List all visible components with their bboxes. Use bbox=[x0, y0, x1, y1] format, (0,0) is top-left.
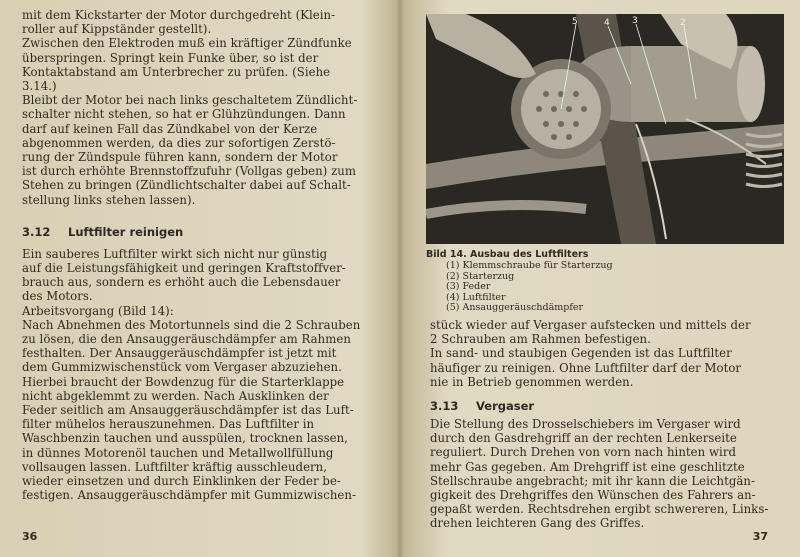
text-line: filter mühelos herauszunehmen. Das Luftfilter in bbox=[22, 417, 315, 432]
text-line: Waschbenzin tauchen und ausspülen, trocknen lassen, bbox=[22, 431, 348, 446]
legend-item: (2) Starterzug bbox=[446, 270, 515, 282]
text-line: häufiger zu reinigen. Ohne Luftfilter darf der Motor bbox=[430, 360, 742, 375]
section-number: 3.12 bbox=[22, 224, 51, 239]
text-line: festhalten. Der Ansauggeräuschdämpfer ist jetzt mit bbox=[22, 346, 337, 361]
text-line: schalter nicht stehen, so hat er Glühzündungen. Dann bbox=[22, 107, 346, 122]
right-page bbox=[400, 0, 800, 557]
text-line: festigen. Ansauggeräuschdämpfer mit Gummizwischen- bbox=[22, 488, 356, 503]
text-line: nicht abgeklemmt zu werden. Nach Ausklinken der bbox=[22, 388, 329, 403]
figure-legend bbox=[446, 261, 778, 314]
text-line: rung der Zündspule führen kann, sondern der Motor bbox=[22, 150, 338, 165]
text-line: mit dem Kickstarter der Motor durchgedreht (Klein- bbox=[22, 8, 336, 22]
section-heading-3-12 bbox=[22, 225, 370, 239]
page-number-right: 37 bbox=[752, 530, 768, 543]
text-line: drehen leichteren Gang des Griffes. bbox=[430, 516, 645, 531]
body-text bbox=[22, 247, 370, 503]
text-line: überspringen. Springt kein Funke über, so ist der bbox=[22, 50, 319, 65]
legend-item: (4) Luftfilter bbox=[446, 291, 506, 303]
text-line: Arbeitsvorgang (Bild 14): bbox=[22, 303, 174, 318]
text-line: zu lösen, die den Ansauggeräuschdämpfer am Rahmen bbox=[22, 332, 351, 347]
engine-photo-illustration bbox=[426, 14, 784, 244]
text-line: Hierbei braucht der Bowdenzug für die Starterklappe bbox=[22, 374, 345, 389]
text-line: wieder einsetzen und durch Einklinken der Feder be- bbox=[22, 474, 341, 489]
text-line: 2 Schrauben am Rahmen befestigen. bbox=[430, 332, 651, 347]
text-line: Stellschraube angebracht; mit ihr kann die Leichtgän- bbox=[430, 473, 755, 488]
text-line: vollsaugen lassen. Luftfilter kräftig ausschleudern, bbox=[22, 459, 328, 474]
photo-label: 2 bbox=[680, 18, 686, 28]
text-line: Nach Abnehmen des Motortunnels sind die 2 Schrauben bbox=[22, 317, 361, 332]
text-line: Zwischen den Elektroden muß ein kräftiger Zündfunke bbox=[22, 36, 352, 51]
text-line: in dünnes Motorenöl tauchen und Metallwollfüllung bbox=[22, 445, 334, 460]
text-line: roller auf Kippständer gestellt). bbox=[22, 22, 212, 37]
text-line: brauch aus, sondern es erhöht auch die Lebensdauer bbox=[22, 275, 341, 290]
text-line: nie in Betrieb genommen werden. bbox=[430, 374, 634, 389]
text-line: ist durch erhöhte Brennstoffzufuhr (Vollgas geben) zum bbox=[22, 164, 357, 179]
page-number-left: 36 bbox=[22, 530, 38, 543]
section-heading-3-13 bbox=[430, 399, 778, 413]
text-line: reguliert. Durch Drehen von vorn nach hinten wird bbox=[430, 445, 736, 460]
text-line: Feder seitlich am Ansauggeräuschdämpfer ist das Luft- bbox=[22, 403, 354, 418]
intro-text bbox=[22, 8, 370, 207]
text-line: darf auf keinen Fall das Zündkabel von der Kerze bbox=[22, 121, 318, 136]
section-title: Vergaser bbox=[476, 398, 535, 413]
text-line: stück wieder auf Vergaser aufstecken und mittels der bbox=[430, 317, 751, 332]
section-number: 3.13 bbox=[430, 398, 459, 413]
text-line: Die Stellung des Drosselschiebers im Vergaser wird bbox=[430, 416, 741, 431]
photo-label: 4 bbox=[604, 18, 610, 28]
text-line: gigkeit des Drehgriffes den Wünschen des Fahrers an- bbox=[430, 488, 756, 502]
photo-label: 5 bbox=[572, 17, 578, 27]
text-line: Ein sauberes Luftfilter wirkt sich nicht nur günstig bbox=[22, 246, 328, 261]
legend-item: (3) Feder bbox=[446, 281, 491, 293]
legend-item: (5) Ansauggeräuschdämpfer bbox=[446, 302, 584, 314]
text-line: Stehen zu bringen (Zündlichtschalter dabei auf Schalt- bbox=[22, 178, 351, 193]
text-line: durch den Gasdrehgriff an der rechten Lenkerseite bbox=[430, 431, 737, 446]
text-line: mehr Gas gegeben. Am Drehgriff ist eine geschlitzte bbox=[430, 459, 745, 474]
photo-label: 3 bbox=[632, 16, 638, 26]
text-line: dem Gummizwischenstück vom Vergaser abzuziehen. bbox=[22, 360, 342, 375]
figure-caption-title: Bild 14. Ausbau des Luftfilters bbox=[426, 249, 589, 260]
text-line: des Motors. bbox=[22, 289, 93, 304]
legend-item: (1) Klemmschraube für Starterzug bbox=[446, 260, 613, 271]
text-line: In sand- und staubigen Gegenden ist das Luftfilter bbox=[430, 346, 732, 361]
figure-photo bbox=[426, 14, 784, 244]
text-line: Bleibt der Motor bei nach links geschaltetem Zündlicht- bbox=[22, 93, 358, 108]
section-title: Luftfilter reinigen bbox=[68, 224, 184, 239]
continuation-text bbox=[426, 318, 778, 389]
text-line: Kontaktabstand am Unterbrecher zu prüfen. (Siehe bbox=[22, 64, 331, 79]
text-line: abgenommen werden, da dies zur sofortigen Zerstö- bbox=[22, 135, 336, 150]
text-line: stellung links stehen lassen). bbox=[22, 192, 196, 207]
text-line: 3.14.) bbox=[22, 79, 57, 94]
body-text bbox=[426, 417, 778, 531]
text-line: auf die Leistungsfähigkeit und geringen Kraftstoffver- bbox=[22, 261, 346, 276]
text-line: gepaßt werden. Rechtsdrehen ergibt schwereren, Links- bbox=[430, 502, 769, 517]
